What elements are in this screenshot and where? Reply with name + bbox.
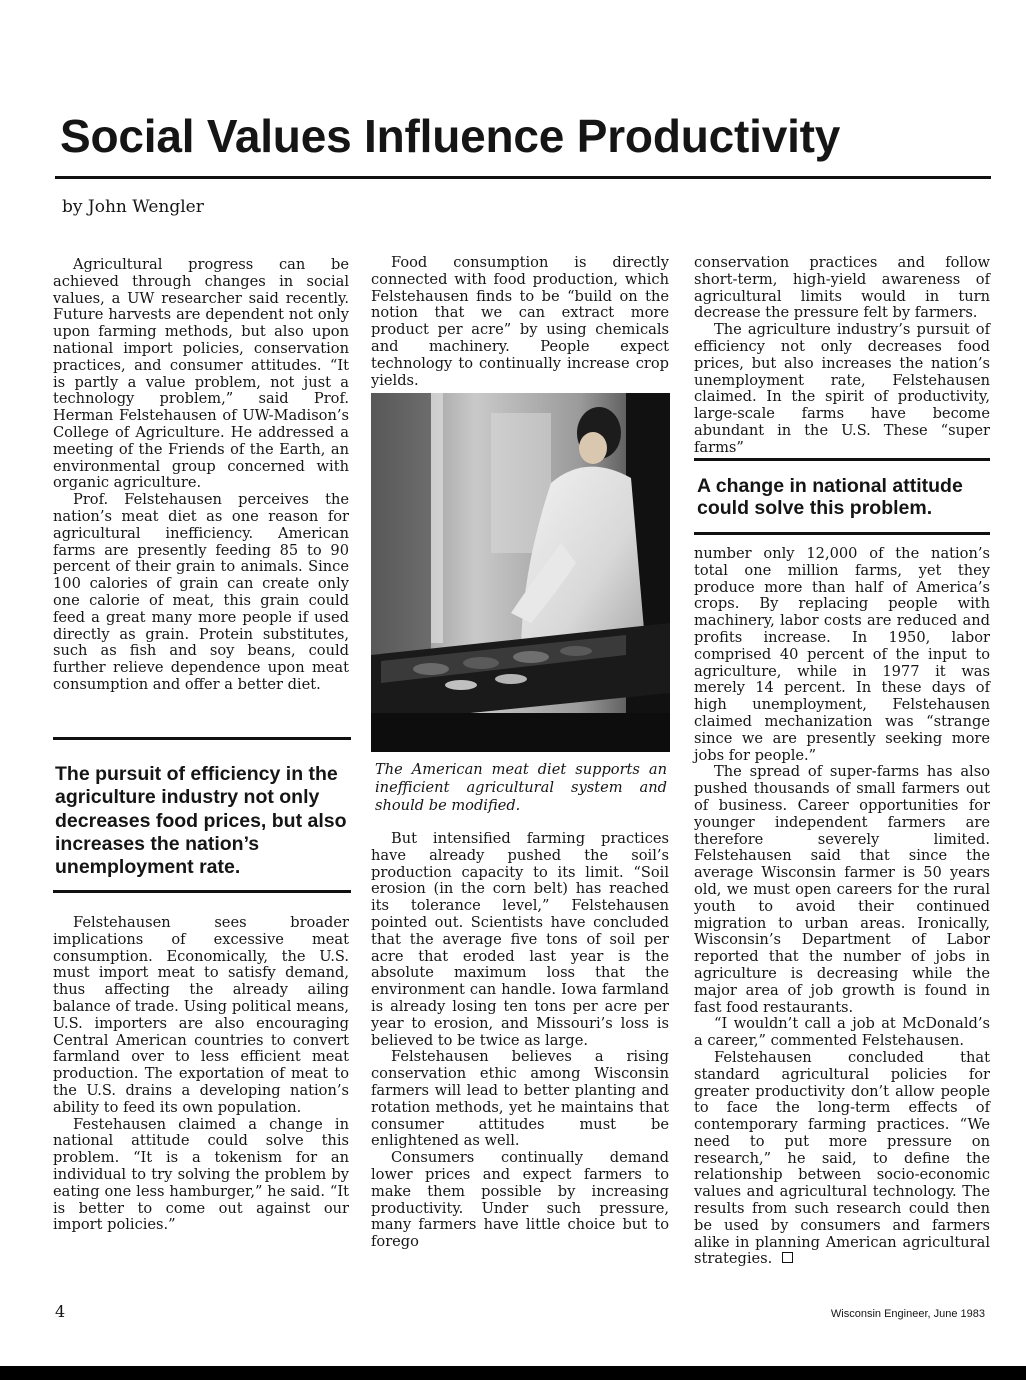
photo-illustration [371,393,670,752]
paragraph: Prof. Felstehausen perceives the nation’s meat diet as one reason for agricultural inefficiency. American farms are presently feeding 85 to 90 percent of their grain to animals. Since 100 calories of grain can create only one calorie of meat, this grain could feed a great many more people if used directly as grain. Protein substitutes, such as fish and soy beans, could further relieve dependence upon meat consumption and offer a better diet. [53,491,349,693]
paragraph: Consumers continually demand lower prices and expect farmers to make them possible by increasing productivity. Under such pressure, many farmers have little choice but to forego [371,1149,669,1251]
paragraph: Agricultural progress can be achieved through changes in social values, a UW researcher said recently. Future harvests are dependent not only upon farming methods, but also upon national import policies, conservation practices, and consumer attitudes. “It is partly a value problem, not just a technology problem,” said Prof. Herman Felstehausen of UW-Madison’s College of Agriculture. He addressed a meeting of the Friends of the Earth, an environmental group concerned with organic agriculture. [53,256,349,492]
pull-quote: The pursuit of efficiency in the agriculture industry not only decreases food prices, but also increases the nation’s unemployment rate. [55,763,347,879]
article-title: Social Values Influence Productivity [60,110,841,162]
publication-footer: Wisconsin Engineer, June 1983 [830,1308,985,1320]
paragraph: “I wouldn’t call a job at McDonald’s a career,” commented Felstehausen. [694,1015,990,1050]
paragraph: conservation practices and follow short-term, high-yield awareness of agricultural limits would in turn decrease the pressure felt by farmers. [694,254,990,322]
paragraph: Food consumption is directly connected with food production, which Felstehausen finds to be “build on the notion that we can extract more product per acre” by using chemicals and machinery. People expect technology to continually increase crop yields. [371,254,669,389]
title-rule [55,176,991,179]
pullquote-rule-bottom [694,532,990,535]
paragraph-text: Felstehausen concluded that standard agricultural policies for greater productivity don’t allow people to face the long-term effects of contemporary farming practices. “We need to put more pressure on research,” he said, to define the relationship between socio-economic values and agricultural technology. The results from such research could then be used by consumers and farmers alike in planning American agricultural strategies. [694,1048,990,1268]
pullquote-rule-top [694,458,990,461]
paragraph: Felstehausen believes a rising conservation ethic among Wisconsin farmers will lead to better planting and rotation methods, yet he maintains that consumer attitudes must be enlightened as well. [371,1048,669,1150]
column-2-bottom [371,831,669,1251]
paragraph: Felstehausen sees broader implications of excessive meat consumption. Economically, the U.S. must import meat to satisfy demand, thus affecting the already ailing balance of trade. Using political means, U.S. importers are also encouraging Central American countries to convert farmland over to less efficient meat production. The exportation of meat to the U.S. drains a developing nation’s ability to feed its own population. [53,914,349,1116]
paragraph: The agriculture industry’s pursuit of efficiency not only decreases food prices, but also increases the nation’s unemployment rate, Felstehausen claimed. In the spirit of productivity, large-scale farms have become abundant in the U.S. These “super farms” [694,321,990,456]
page-number: 4 [55,1302,66,1321]
paragraph: But intensified farming practices have already pushed the soil’s production capacity to its limit. “Soil erosion (in the corn belt) has reached its tolerance level,” Felstehausen pointed out. Scientists have concluded that the average five tons of soil per acre that eroded last year is the absolute maximum loss that the environment can handle. Iowa farmland is already losing ten tons per acre per year to erosion, and Missouri’s loss is believed to be twice as large. [371,830,669,1049]
paragraph: Festehausen claimed a change in national attitude could solve this problem. “It is a tokenism for an individual to try solving the problem by eating one less hamburger,” he said. “It is better to come out against our import policies.” [53,1115,349,1234]
column-2-top [371,255,669,389]
column-3-top [694,255,990,457]
pullquote-rule-top [53,737,351,740]
column-1-top [53,257,349,694]
column-1-bottom [53,915,349,1234]
pullquote-rule-bottom [53,890,351,893]
paragraph: The spread of super-farms has also pushed thousands of small farmers out of business. Career opportunities for younger independent farmers are therefore severely limited. Felstehausen said that since the average Wisconsin farmer is 50 years old, we must open careers for the rural youth to avoid their continued migration to urban areas. Ironically, Wisconsin’s Department of Labor reported that the number of jobs in agriculture is decreasing while the major area of job growth is found in fast food restaurants. [694,763,990,1016]
paragraph: number only 12,000 of the nation’s total one million farms, yet they produce more than half of America’s crops. By replacing people with machinery, labor costs are reduced and profits increase. In 1950, labor comprised 40 percent of the input to agriculture, while in 1977 it was merely 14 percent. In these days of high unemployment, Felstehausen claimed mechanization was “strange since we are presently seeking more jobs for people.” [694,545,990,764]
byline: by John Wengler [62,197,204,217]
column-3-bottom [694,546,990,1268]
photo-caption: The American meat diet supports an inefficient agricultural system and should be modified. [375,761,667,814]
pull-quote: A change in national attitude could solve this problem. [697,475,963,519]
bottom-bar [0,1366,1026,1380]
paragraph [694,1050,990,1268]
photo-chef-at-grill [371,393,670,752]
end-mark-icon [782,1252,793,1263]
